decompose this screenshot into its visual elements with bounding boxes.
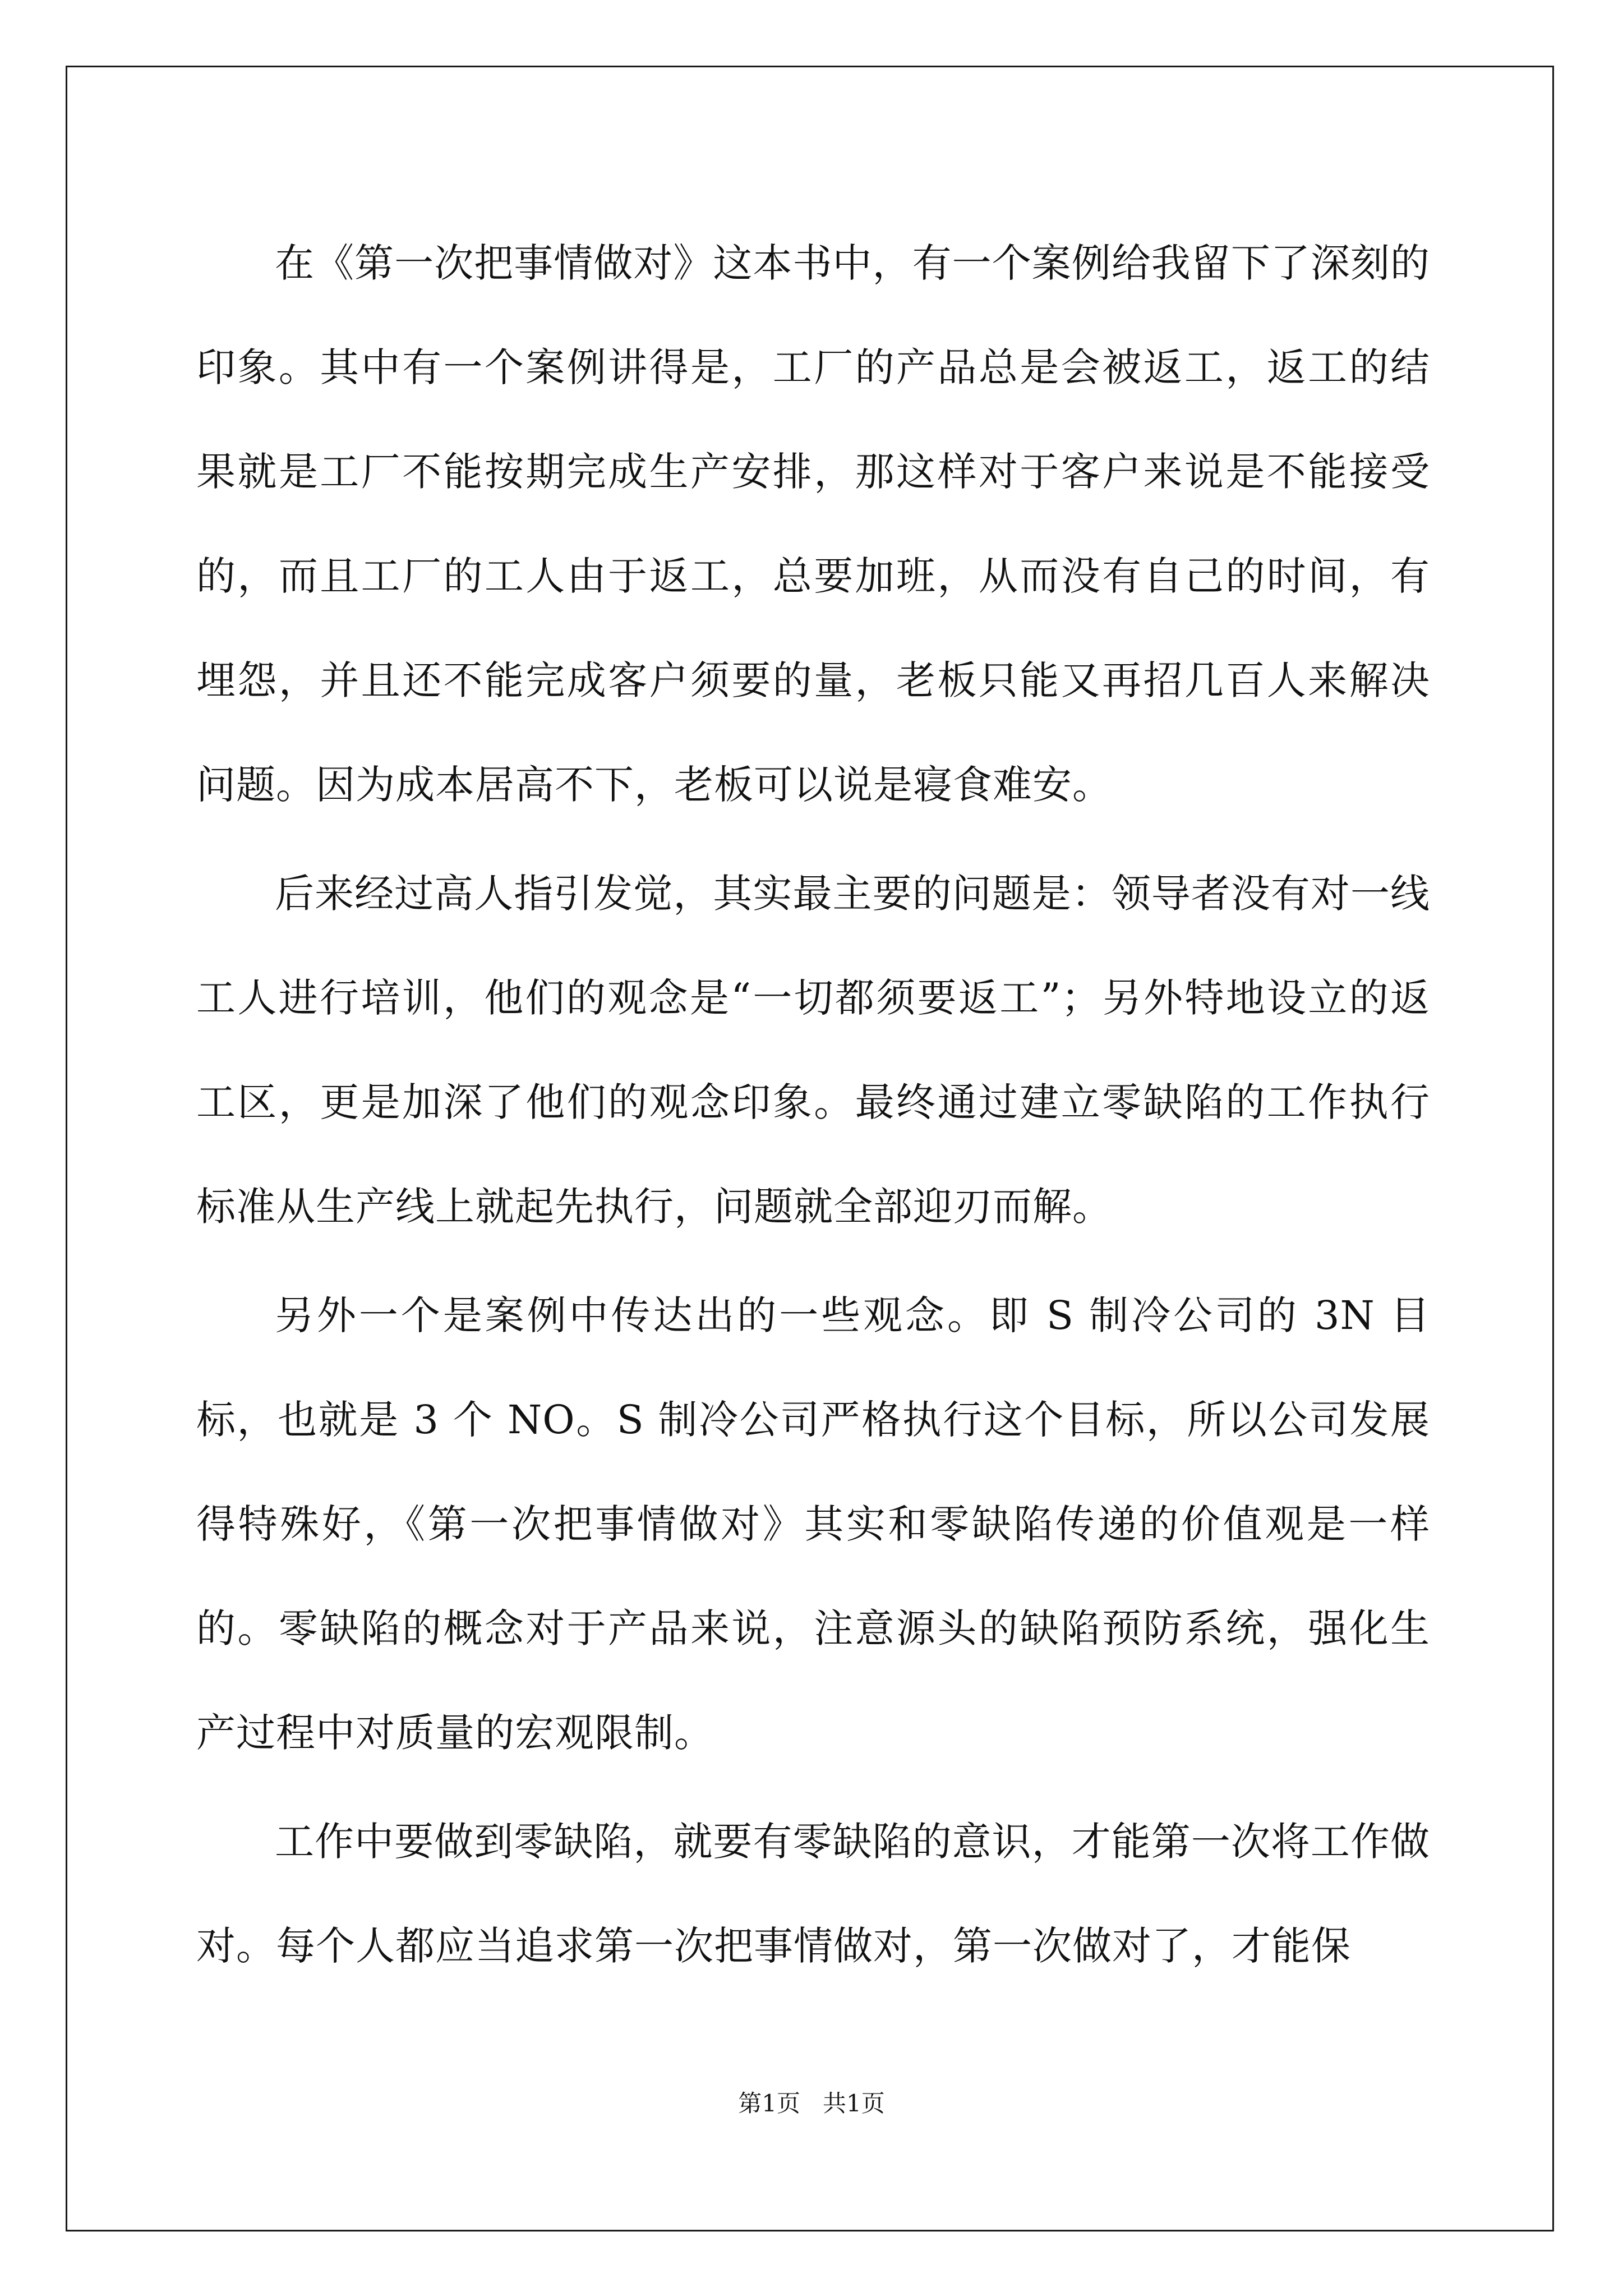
document-body	[196, 211, 1430, 2003]
page-number-footer: 第1页 共1页	[738, 2090, 885, 2117]
paragraph-1: 在《第一次把事情做对》这本书中，有一个案例给我留下了深刻的印象。其中有一个案例讲得是，工厂的产品总是会被返工，返工的结果就是工厂不能按期完成生产安排，那这样对于客户来说是不能接受的，而且工厂的工人由于返工，总要加班，从而没有自己的时间，有埋怨，并且还不能完成客户须要的量，老板只能又再招几百人来解决问题。因为成本居高不下，老板可以说是寝食难安。	[196, 240, 1430, 808]
paragraph-3: 另外一个是案例中传达出的一些观念。即 S 制冷公司的 3N 目标，也就是 3 个 NO。S 制冷公司严格执行这个目标，所以公司发展得特殊好，《第一次把事情做对》其实和零缺陷传递的价值观是一样的。零缺陷的概念对于产品来说，注意源头的缺陷预防系统，强化生产过程中对质量的宏观限制。	[196, 1292, 1430, 1756]
paragraph-4: 工作中要做到零缺陷，就要有零缺陷的意识，才能第一次将工作做对。每个人都应当追求第一次把事情做对，第一次做对了，才能保	[196, 1819, 1430, 1969]
paragraph-2: 后来经过高人指引发觉，其实最主要的问题是：领导者没有对一线工人进行培训，他们的观念是“一切都须要返工”；另外特地设立的返工区，更是加深了他们的观念印象。最终通过建立零缺陷的工作执行标准从生产线上就起先执行，问题就全部迎刃而解。	[196, 871, 1430, 1230]
